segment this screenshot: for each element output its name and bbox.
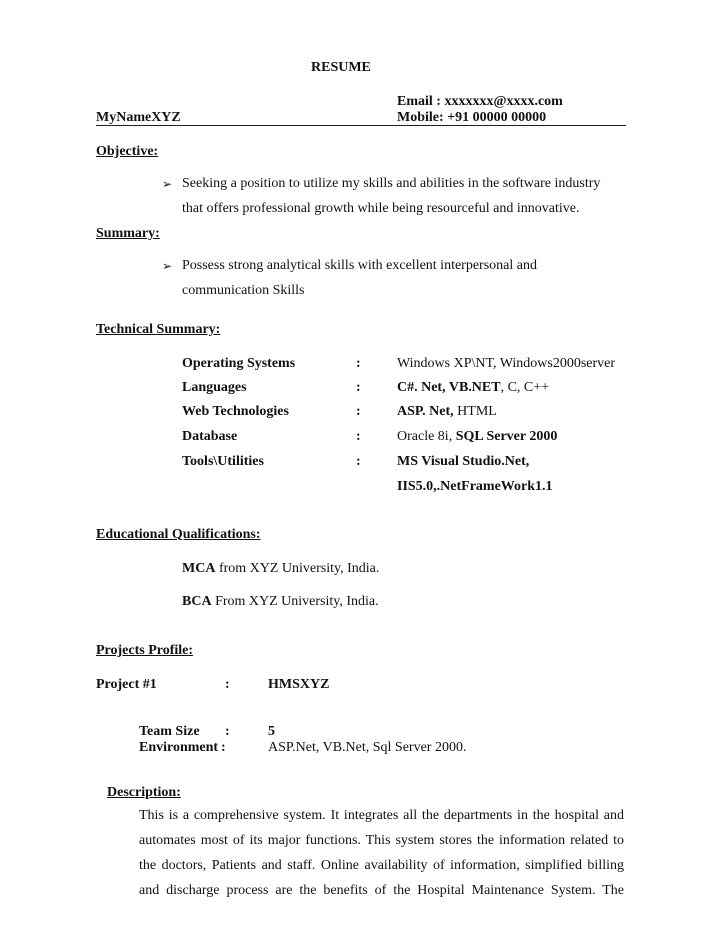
team-size-separator: :	[225, 724, 230, 739]
education-item-mca	[182, 561, 379, 577]
tech-value-database	[397, 429, 557, 445]
tech-label-os: Operating Systems	[182, 356, 296, 371]
projects-heading: Projects Profile:	[96, 643, 194, 658]
tech-separator: :	[356, 380, 361, 395]
tech-label-database: Database	[182, 429, 238, 444]
team-size-label: Team Size	[139, 724, 200, 739]
arrow-bullet-icon: ➢	[162, 177, 173, 191]
environment-label: Environment	[139, 740, 219, 755]
document-title: RESUME	[311, 60, 371, 75]
project-name: HMSXYZ	[268, 677, 330, 692]
tech-separator: :	[356, 454, 361, 469]
objective-heading: Objective:	[96, 144, 159, 159]
description-heading: Description:	[107, 785, 181, 800]
summary-line-1: Possess strong analytical skills with excellent interpersonal and	[182, 258, 537, 273]
tech-value-database-bold: SQL Server 2000	[455, 429, 558, 444]
tech-value-web-bold: ASP. Net,	[397, 404, 454, 419]
degree-name: MCA	[182, 561, 216, 576]
description-line: the doctors, Patients and staff. Online availability of information, simplified billing	[139, 858, 624, 873]
project-separator: :	[225, 677, 230, 692]
candidate-name: MyNameXYZ	[96, 110, 181, 125]
degree-institution: From XYZ University, India.	[211, 594, 379, 609]
arrow-bullet-icon: ➢	[162, 259, 173, 273]
tech-separator: :	[356, 356, 361, 371]
description-paragraph	[139, 803, 624, 903]
description-line: and discharge process are the benefits of the Hospital Maintenance System. The	[139, 883, 624, 898]
project-label: Project #1	[96, 677, 157, 692]
tech-value-tools-2: IIS5.0,.NetFrameWork1.1	[397, 479, 553, 494]
degree-name: BCA	[182, 594, 212, 609]
tech-value-database-rest: Oracle 8i,	[397, 429, 456, 444]
tech-label-web: Web Technologies	[182, 404, 289, 419]
email-line: Email : xxxxxxx@xxxx.com	[397, 94, 563, 109]
tech-value-languages-rest: , C, C++	[500, 380, 550, 395]
tech-value-os: Windows XP\NT, Windows2000server	[397, 356, 616, 371]
summary-line-2: communication Skills	[182, 283, 305, 298]
team-size-value: 5	[268, 724, 275, 739]
education-heading: Educational Qualifications:	[96, 527, 261, 542]
tech-label-tools: Tools\Utilities	[182, 454, 264, 469]
objective-line-2: that offers professional growth while being resourceful and innovative.	[182, 201, 580, 216]
education-item-bca	[182, 594, 379, 610]
header-divider	[96, 125, 626, 126]
tech-value-web	[397, 404, 497, 420]
environment-separator: :	[221, 740, 226, 755]
tech-separator: :	[356, 429, 361, 444]
tech-separator: :	[356, 404, 361, 419]
mobile-line: Mobile: +91 00000 00000	[397, 110, 547, 125]
summary-heading: Summary:	[96, 226, 160, 241]
tech-value-web-rest: HTML	[453, 404, 497, 419]
technical-summary-heading: Technical Summary:	[96, 322, 221, 337]
description-line: automates most of its major functions. This system stores the information related to	[139, 833, 624, 848]
tech-value-tools: MS Visual Studio.Net,	[397, 454, 530, 469]
tech-value-languages-bold: C#. Net, VB.NET	[397, 380, 501, 395]
degree-institution: from XYZ University, India.	[215, 561, 380, 576]
environment-value: ASP.Net, VB.Net, Sql Server 2000.	[268, 740, 467, 755]
tech-label-languages: Languages	[182, 380, 247, 395]
tech-value-languages	[397, 380, 549, 396]
description-line: This is a comprehensive system. It integrates all the departments in the hospital and	[139, 808, 624, 823]
objective-line-1: Seeking a position to utilize my skills and abilities in the software industry	[182, 176, 601, 191]
